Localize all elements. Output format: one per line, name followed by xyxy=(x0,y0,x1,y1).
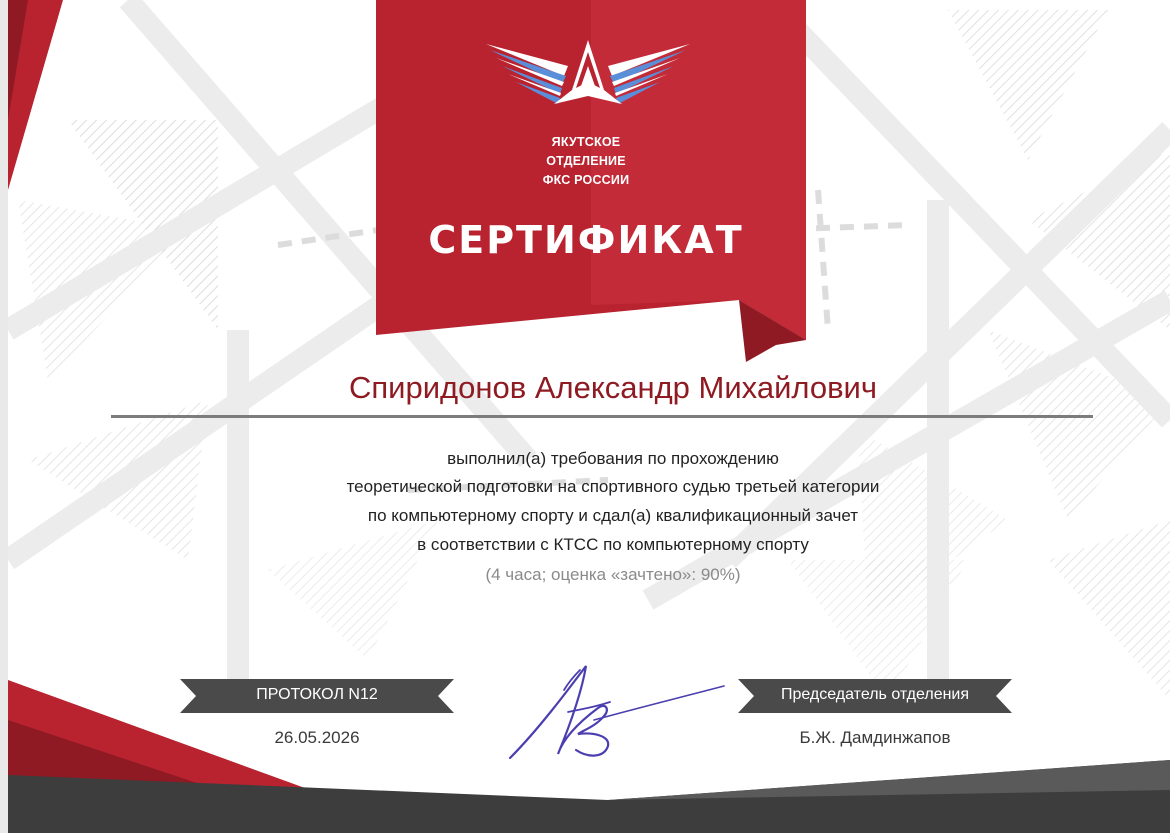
body-line-1: выполнил(а) требования по прохождению xyxy=(447,449,779,468)
protocol-label: ПРОТОКОЛ N12 xyxy=(256,686,378,703)
protocol-date: 26.05.2026 xyxy=(274,728,360,747)
body-line-3: по компьютерному спорту и сдал(а) квалификационный зачет xyxy=(367,506,859,525)
organization-line-3: ФКС РОССИИ xyxy=(542,173,630,187)
organization-line-2: ОТДЕЛЕНИЕ xyxy=(546,154,626,168)
body-line-2: теоретической подготовки на спортивного судью третьей категории xyxy=(346,477,880,496)
star-wings-logo-icon xyxy=(480,36,696,126)
organization-line-1: ЯКУТСКОЕ xyxy=(551,135,621,149)
name-underline xyxy=(111,415,1093,418)
signature-image xyxy=(498,650,728,765)
chairman-name: Б.Ж. Дамдинжапов xyxy=(799,728,951,747)
body-line-5: (4 часа; оценка «зачтено»: 90%) xyxy=(485,565,741,584)
chairman-label: Председатель отделения xyxy=(780,686,970,703)
certificate-title: СЕРТИФИКАТ xyxy=(428,218,744,262)
recipient-name: Спиридонов Александр Михайлович xyxy=(349,370,877,405)
certificate xyxy=(8,0,1170,833)
body-line-4: в соответствии с КТСС по компьютерному спорту xyxy=(417,535,809,554)
